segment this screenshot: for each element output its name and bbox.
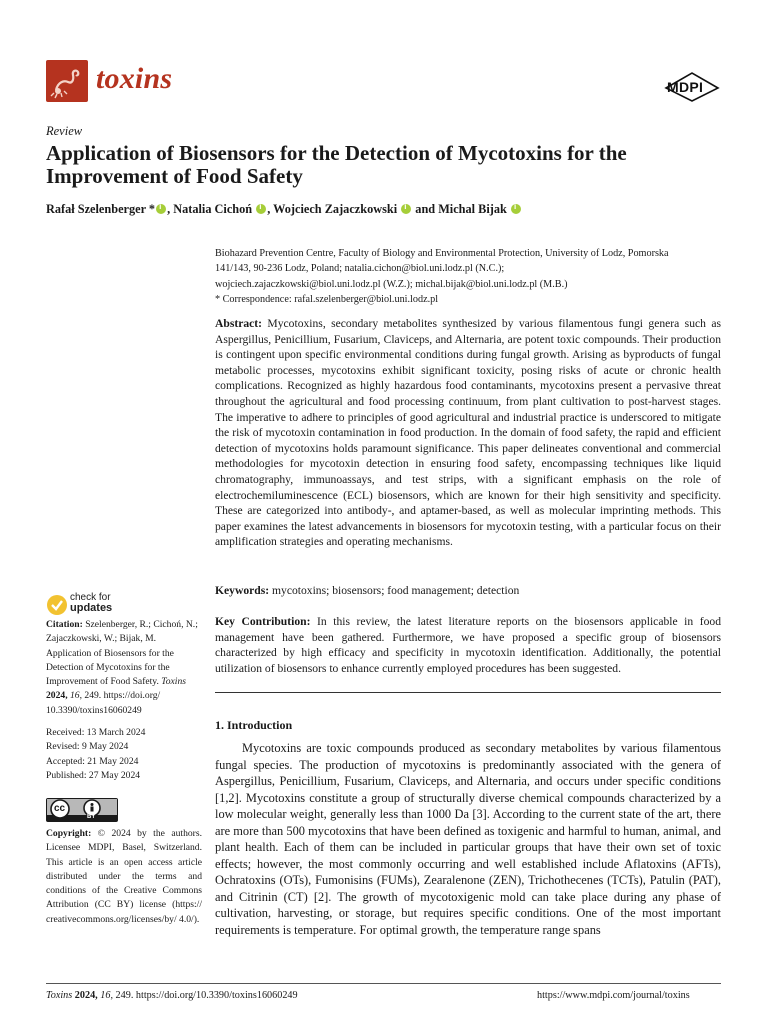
correspondence-line: * Correspondence: rafal.szelenberger@biol.uni.lodz.pl — [215, 294, 439, 306]
keywords-text: mycotoxins; biosensors; food management; detection — [272, 584, 520, 597]
check-for-updates-icon[interactable] — [46, 594, 68, 616]
citation-volume: 16, — [70, 690, 82, 702]
by-label: BY — [87, 814, 96, 820]
citation-block — [46, 618, 202, 718]
key-contribution — [215, 614, 721, 676]
citation-journal: Toxins — [161, 676, 187, 688]
orcid-icon[interactable] — [256, 204, 266, 214]
footer-year: 2024, — [74, 990, 98, 1001]
citation-year: 2024, — [46, 690, 68, 702]
dates-block — [46, 726, 202, 783]
footer-journal: Toxins — [46, 990, 73, 1001]
revised-date: Revised: 9 May 2024 — [46, 741, 129, 753]
abstract — [215, 316, 721, 550]
check-for-updates-label[interactable] — [70, 593, 112, 613]
author-separator: , — [167, 202, 174, 216]
author-name[interactable]: Michal Bijak — [438, 202, 507, 216]
citation-doi[interactable]: 249. https://doi.org/ 10.3390/toxins16060249 — [46, 690, 161, 716]
abstract-text: Mycotoxins, secondary metabolites synthesized by various filamentous fungi genera such as Aspergillus, Penicillium, Fusarium, Claviceps, and Alternaria, are potent toxic compounds. Their production is contingent upon specific environmental conditions during fungal growth. Arising as byproducts of fungal metabolic processes, mycotoxins exhibit significant toxicity, posing risks of acute or chronic health complications. Recognized as highly hazardous food contaminants, mycotoxins present a pervasive threat throughout the agricultural and food processing continuum, from plant cultivation to post-harvest stages. The imperative to adhere to principles of good agricultural and industrial practice is underscored to mitigate the risk of mycotoxin contamination in food production. In the domain of food safety, the rapid and efficient detection of mycotoxins holds paramount significance. This paper delineates conventional and commercial methodologies for mycotoxin detection in ensuring food safety, encompassing techniques like liquid chromatography, immunoassays, and test strips, with a significant emphasis on the role of electrochemiluminescence (ECL) biosensors, which are known for their high sensitivity and specificity. These are categorized into antibody-, and aptamer-based, as well as molecular imprinting methods. This paper examines the latest advancements in biosensors for mycotoxin testing, with a particular focus on their amplification strategies and operating mechanisms. — [215, 317, 721, 549]
introduction-heading: 1. Introduction — [215, 718, 293, 732]
author-list — [46, 202, 736, 217]
footer-citation — [46, 990, 298, 1001]
scorpion-icon — [46, 60, 88, 102]
check-updates-line-1: check for — [70, 592, 111, 603]
title-line-2: Improvement of Food Safety — [46, 164, 303, 188]
accepted-date: Accepted: 21 May 2024 — [46, 755, 139, 767]
cc-label: cc — [54, 803, 66, 814]
key-contribution-text: In this review, the latest literature reports on the biosensors applicable in food management have been gathered. Furthermore, we have proposed a specific group of biosensors characterized by high efficacy and specificity in mycotoxin identification. Additionally, the potential utilization of biosensors to enhance currently employed procedures has been suggested. — [215, 615, 721, 675]
author-name[interactable]: Wojciech Zajaczkowski — [273, 202, 398, 216]
received-date: Received: 13 March 2024 — [46, 727, 146, 738]
affiliation-line: wojciech.zajaczkowski@biol.uni.lodz.pl (W.Z.); michal.bijak@biol.uni.lodz.pl (M.B.) — [215, 278, 568, 290]
author-separator: , — [267, 202, 274, 216]
journal-name[interactable]: toxins — [96, 62, 173, 95]
abstract-label: Abstract: — [215, 317, 263, 330]
orcid-icon[interactable] — [401, 204, 411, 214]
cc-by-license-badge[interactable] — [46, 798, 118, 822]
article-title — [46, 142, 736, 188]
footer-volume: 16, — [100, 990, 113, 1001]
introduction-text: Mycotoxins are toxic compounds produced as secondary metabolites by various filamentous fungal species. The production of mycotoxins is predominantly associated with the genera of Aspergillus, Penicillium, Fusarium, Claviceps, and Alternaria, and occurs under specific conditions [1,2]. Mycotoxins constitute a group of structurally diverse chemical compounds characterized by a low molecular weight, generally less than 1000 Da [3]. According to the current state of the art, there are more than 500 mycotoxins that have been defined as toxigenic and harmful to human, animal, and plant health. Each of them can be included in particular groups that have their own set of toxic effects; however, the most commonly occurring and well established include Aflatoxins (AFTs), Ochratoxins (OTs), Fumonisins (FUMs), Zearalenone (ZEN), Trichothecenes (TCTs), Patulin (PAT), and Citrinin (CT) [2]. The growth of mycotoxigenic mold can take place during any phase of cultivation, harvesting, or storage, but requires specific conditions. One of the most important requirements is temperature. For optimal growth, the temperature range spans — [215, 741, 721, 937]
mdpi-logo[interactable] — [664, 68, 720, 102]
footer-journal-url[interactable]: https://www.mdpi.com/journal/toxins — [537, 990, 690, 1001]
published-date: Published: 27 May 2024 — [46, 769, 141, 781]
check-updates-line-2: updates — [70, 602, 113, 614]
mdpi-text: MDPI — [667, 79, 704, 95]
journal-logo — [46, 60, 88, 102]
affiliation-line: 141/143, 90-236 Lodz, Poland; natalia.cichon@biol.uni.lodz.pl (N.C.); — [215, 263, 505, 275]
key-contribution-label: Key Contribution: — [215, 615, 311, 628]
orcid-icon[interactable] — [511, 204, 521, 214]
affiliation-block — [215, 246, 725, 308]
citation-text: Szelenberger, R.; Cichoń, N.; Zajaczkowski, W.; Bijak, M. Application of Biosensors for the Detection of Mycotoxins for the Improvement of Food Safety. — [46, 619, 198, 688]
author-separator: and — [412, 202, 439, 216]
citation-label: Citation: — [46, 619, 83, 630]
article-type: Review — [46, 124, 83, 138]
copyright-block — [46, 827, 202, 927]
keywords-label: Keywords: — [215, 584, 270, 597]
orcid-icon[interactable] — [156, 204, 166, 214]
affiliation-line: Biohazard Prevention Centre, Faculty of Biology and Environmental Protection, University of Lodz, Pomorska — [215, 248, 669, 259]
keywords — [215, 583, 721, 599]
author-name[interactable]: Rafał Szelenberger * — [46, 202, 156, 216]
section-divider — [215, 692, 721, 693]
title-line-1: Application of Biosensors for the Detection of Mycotoxins for the — [46, 141, 627, 165]
author-name[interactable]: Natalia Cichoń — [173, 202, 253, 216]
copyright-label: Copyright: — [46, 828, 92, 839]
footer-divider — [46, 983, 721, 984]
footer-doi[interactable]: 249. https://doi.org/10.3390/toxins16060249 — [115, 990, 298, 1001]
copyright-text: © 2024 by the authors. Licensee MDPI, Basel, Switzerland. This article is an open access article distributed under the terms and conditions of the Creative Commons Attribution (CC BY) license (https:// creativecommons.org/licenses/by/ 4.0/). — [46, 828, 202, 925]
